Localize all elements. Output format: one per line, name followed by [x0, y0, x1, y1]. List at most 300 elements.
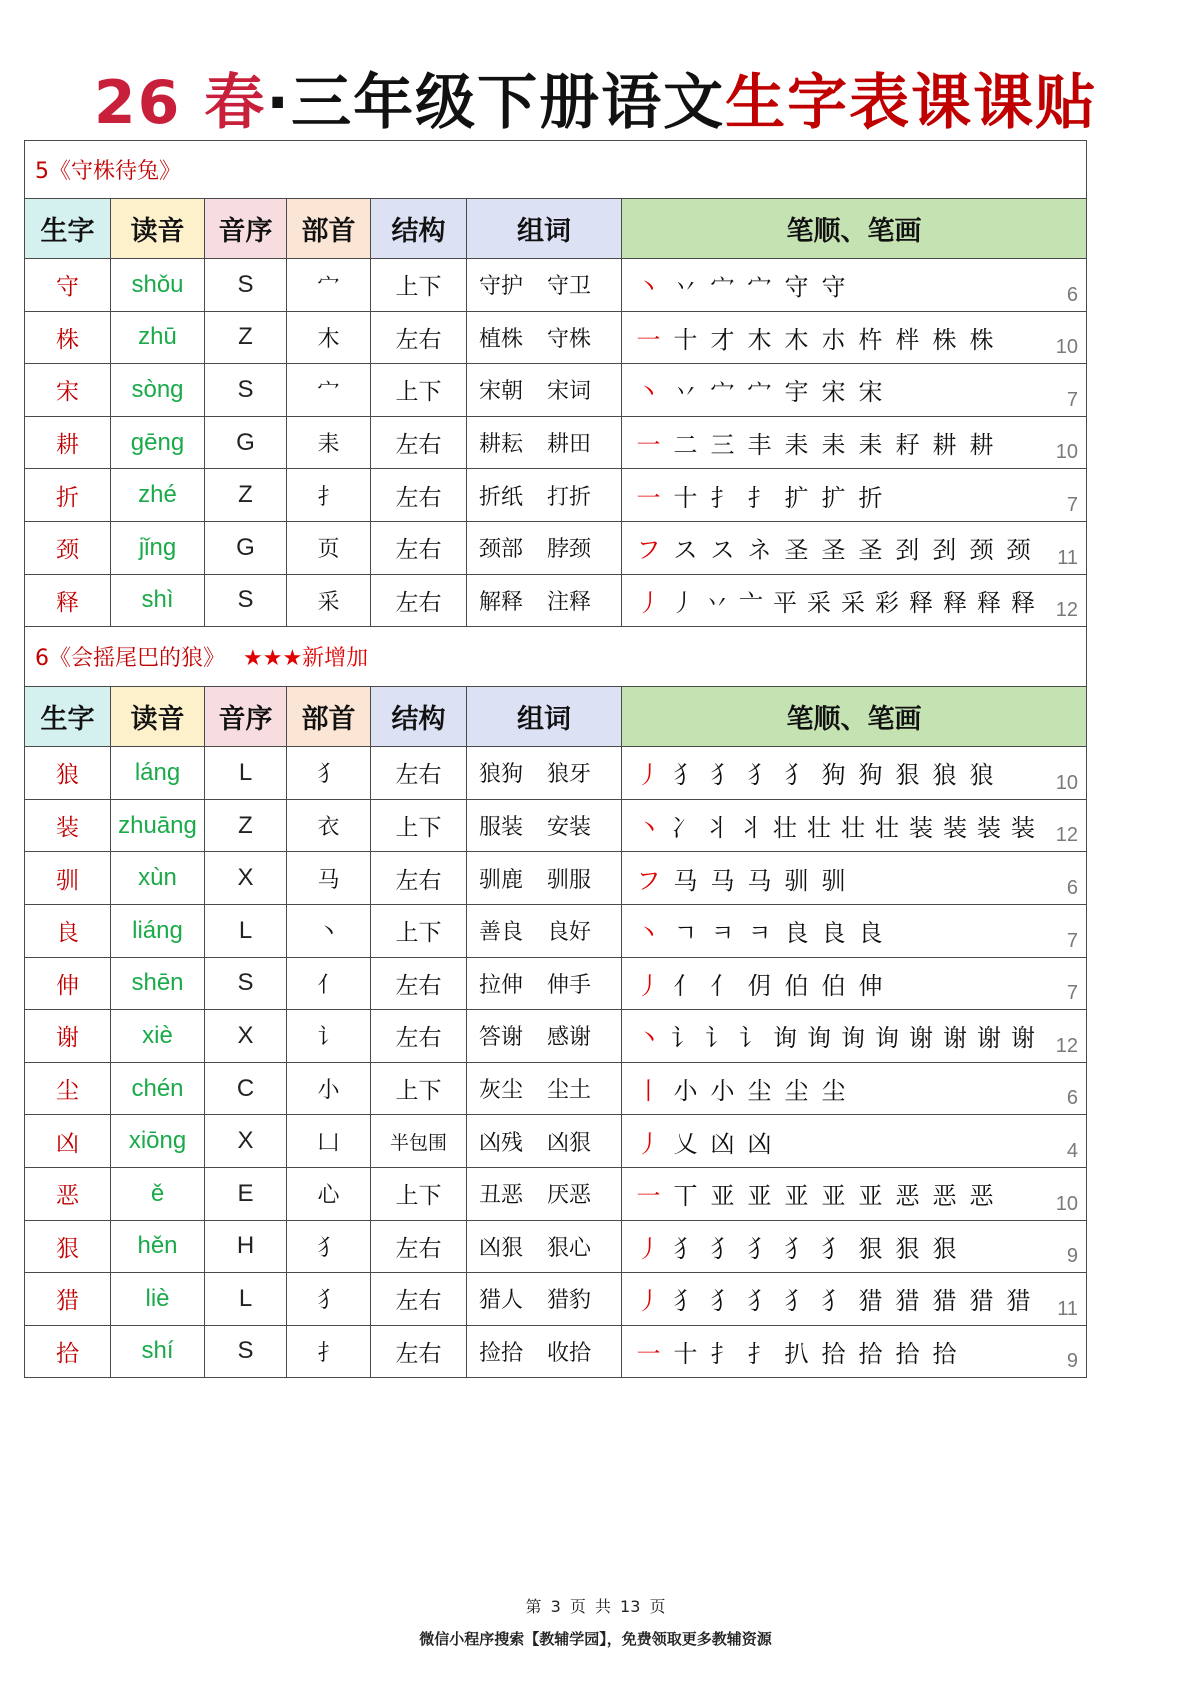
stroke-step: 讠	[671, 1024, 695, 1053]
stroke-step: 释	[943, 588, 967, 617]
stroke-step: 丶	[636, 378, 665, 407]
stroke-step: 宀	[710, 378, 739, 407]
words-cell	[467, 904, 622, 957]
initial-cell: S	[205, 364, 287, 417]
stroke-step: 凶	[747, 1129, 776, 1158]
stroke-step: 守	[821, 273, 850, 302]
stroke-step: 询	[773, 1024, 797, 1053]
lesson-title: 6《会摇尾巴的狼》	[35, 646, 225, 672]
stroke-count: 9	[1066, 1350, 1079, 1373]
radical-cell: 页	[287, 521, 371, 574]
stroke-order-cell	[622, 364, 1087, 417]
stroke-count: 6	[1066, 283, 1079, 306]
stroke-step: 良	[858, 919, 887, 948]
words-cell	[467, 1273, 622, 1326]
word-item: 凶残	[479, 1130, 524, 1156]
stroke-step: 丿	[636, 971, 665, 1000]
table-row	[25, 1010, 1087, 1063]
stroke-step: 良	[821, 919, 850, 948]
stroke-step: 守	[784, 273, 813, 302]
initial-cell: Z	[205, 311, 287, 364]
table-row	[25, 469, 1087, 522]
stroke-step: 一	[636, 1182, 665, 1211]
initial-cell: L	[205, 747, 287, 800]
stroke-step: 犭	[710, 1287, 739, 1316]
stroke-step: 犭	[747, 1287, 776, 1316]
stroke-step: 凶	[710, 1129, 739, 1158]
pinyin-cell: sòng	[111, 364, 205, 417]
stroke-order-cell	[622, 1167, 1087, 1220]
stroke-step: 狠	[895, 1234, 924, 1263]
stroke-order-cell	[622, 1010, 1087, 1063]
stroke-step: 犭	[821, 1234, 850, 1263]
stroke-step: 扌	[747, 483, 776, 512]
initial-cell: H	[205, 1220, 287, 1273]
stroke-step: 狼	[969, 761, 998, 790]
header-structure: 结构	[371, 687, 467, 747]
word-item: 凶狠	[479, 1235, 524, 1261]
stroke-step: 犭	[673, 1287, 702, 1316]
word-item: 驯服	[547, 867, 592, 893]
stroke-order-cell	[622, 259, 1087, 312]
stroke-step: 装	[909, 814, 933, 843]
stroke-order-cell	[622, 1220, 1087, 1273]
stroke-step: ㅋ	[747, 919, 776, 948]
stroke-order-cell	[622, 1062, 1087, 1115]
character-cell: 耕	[25, 416, 111, 469]
initial-cell: G	[205, 416, 287, 469]
stroke-sequence	[632, 1334, 965, 1369]
pinyin-cell: liáng	[111, 904, 205, 957]
radical-cell: 心	[287, 1167, 371, 1220]
stroke-sequence	[632, 425, 1002, 460]
header-strokes: 笔顺、笔画	[622, 199, 1087, 259]
pinyin-cell: gēng	[111, 416, 205, 469]
table-row	[25, 364, 1087, 417]
stroke-step: 小	[673, 1077, 702, 1106]
stroke-step: 丅	[673, 1182, 702, 1211]
header-pinyin: 读音	[111, 687, 205, 747]
stroke-count: 7	[1066, 388, 1079, 411]
word-item: 服装	[479, 815, 524, 841]
stroke-step: 狗	[858, 761, 887, 790]
stroke-step: フ	[636, 866, 665, 895]
stroke-step: 颈	[1006, 536, 1035, 565]
words-cell	[467, 957, 622, 1010]
initial-cell: Z	[205, 469, 287, 522]
stroke-step: 颈	[969, 536, 998, 565]
stroke-step: 讠	[705, 1024, 729, 1053]
structure-cell: 上下	[371, 904, 467, 957]
word-item: 安装	[547, 815, 592, 841]
stroke-order-cell	[622, 904, 1087, 957]
word-item: 拉伸	[479, 972, 524, 998]
footer-promo: 微信小程序搜索【教辅学园】，免费领取更多教辅资源	[419, 1630, 772, 1648]
stroke-step: 朩	[821, 325, 850, 354]
stroke-count: 10	[1055, 441, 1079, 464]
stroke-step: 采	[841, 588, 865, 617]
stroke-step: 恶	[895, 1182, 924, 1211]
character-cell: 装	[25, 799, 111, 852]
stroke-step: 狠	[895, 761, 924, 790]
stroke-count: 11	[1057, 546, 1079, 569]
header-radical: 部首	[287, 687, 371, 747]
table-row	[25, 311, 1087, 364]
structure-cell: 左右	[371, 469, 467, 522]
stroke-step: 狼	[932, 761, 961, 790]
stroke-step: 丶	[636, 919, 665, 948]
initial-cell: S	[205, 1325, 287, 1378]
stroke-step: 圣	[784, 536, 813, 565]
stroke-step: 犭	[784, 761, 813, 790]
table-row	[25, 852, 1087, 905]
stroke-step: 谢	[1011, 1024, 1035, 1053]
stroke-order-cell	[622, 957, 1087, 1010]
stroke-step: 丿	[636, 1287, 665, 1316]
structure-cell: 上下	[371, 364, 467, 417]
radical-cell: 犭	[287, 747, 371, 800]
initial-cell: Z	[205, 799, 287, 852]
stroke-count: 10	[1055, 336, 1079, 359]
stroke-step: 宀	[747, 273, 776, 302]
stroke-sequence	[632, 966, 891, 1001]
words-cell	[467, 1062, 622, 1115]
stroke-step: 亚	[821, 1182, 850, 1211]
word-item: 猎人	[479, 1288, 524, 1314]
initial-cell: S	[205, 574, 287, 627]
header-strokes: 笔顺、笔画	[622, 687, 1087, 747]
table-row	[25, 259, 1087, 312]
stroke-step: 良	[784, 919, 813, 948]
stroke-step: 驯	[821, 866, 850, 895]
stroke-step: 释	[977, 588, 1001, 617]
structure-cell: 左右	[371, 521, 467, 574]
stroke-step: 壮	[841, 814, 865, 843]
character-cell: 驯	[25, 852, 111, 905]
words-cell	[467, 1167, 622, 1220]
stroke-order-cell	[622, 574, 1087, 627]
table-row	[25, 1325, 1087, 1378]
title-subject: 生字表课课贴	[725, 68, 1098, 138]
stroke-sequence	[632, 755, 1002, 790]
stroke-sequence	[632, 808, 1040, 843]
stroke-step: 亻	[673, 971, 702, 1000]
words-cell	[467, 852, 622, 905]
stroke-step: 耕	[969, 431, 998, 460]
table-row	[25, 1062, 1087, 1115]
stroke-step: 拾	[895, 1339, 924, 1368]
stroke-step: 一	[636, 325, 665, 354]
structure-cell: 上下	[371, 799, 467, 852]
stroke-step: 装	[977, 814, 1001, 843]
words-cell	[467, 799, 622, 852]
table-row	[25, 957, 1087, 1010]
table-row	[25, 1220, 1087, 1273]
stroke-step: 犭	[673, 761, 702, 790]
stroke-step: 扌	[710, 1339, 739, 1368]
stroke-step: 伸	[858, 971, 887, 1000]
radical-cell: 犭	[287, 1220, 371, 1273]
stroke-step: 丶	[637, 814, 661, 843]
stroke-step: 十	[673, 325, 702, 354]
stroke-step: 十	[673, 483, 702, 512]
header-words: 组词	[467, 687, 622, 747]
stroke-step: 尘	[747, 1077, 776, 1106]
stroke-step: 株	[969, 325, 998, 354]
pinyin-cell: jǐng	[111, 521, 205, 574]
stroke-step: 乂	[673, 1129, 702, 1158]
character-cell: 猎	[25, 1273, 111, 1326]
stroke-sequence	[632, 1124, 780, 1159]
stroke-step: 猎	[895, 1287, 924, 1316]
character-cell: 狼	[25, 747, 111, 800]
word-item: 伸手	[547, 972, 592, 998]
stroke-step: 伯	[784, 971, 813, 1000]
lesson-title-row	[25, 627, 1087, 687]
stroke-step: 丬	[705, 814, 729, 843]
word-item: 狠心	[547, 1235, 592, 1261]
stroke-step: 十	[673, 1339, 702, 1368]
word-item: 感谢	[547, 1025, 592, 1051]
title-year: 26 春	[93, 68, 267, 138]
word-item: 打折	[547, 484, 592, 510]
radical-cell: 小	[287, 1062, 371, 1115]
structure-cell: 左右	[371, 747, 467, 800]
stroke-step: 壮	[807, 814, 831, 843]
radical-cell: 讠	[287, 1010, 371, 1063]
stroke-step: 亚	[858, 1182, 887, 1211]
initial-cell: X	[205, 852, 287, 905]
stroke-step: 丿	[636, 1234, 665, 1263]
stroke-step: 杵	[858, 325, 887, 354]
stroke-step: 马	[673, 866, 702, 895]
structure-cell: 上下	[371, 259, 467, 312]
stroke-step: 亻	[710, 971, 739, 1000]
stroke-step: 木	[784, 325, 813, 354]
radical-cell: 耒	[287, 416, 371, 469]
words-cell	[467, 1220, 622, 1273]
stroke-sequence	[632, 913, 891, 948]
stroke-order-cell	[622, 747, 1087, 800]
stroke-step: 一	[636, 1339, 665, 1368]
stroke-step: 折	[858, 483, 887, 512]
structure-cell: 左右	[371, 574, 467, 627]
words-cell	[467, 259, 622, 312]
stroke-step: 丿	[636, 1129, 665, 1158]
stroke-count: 12	[1055, 1034, 1079, 1057]
stroke-step: 丷	[673, 273, 702, 302]
stroke-step: 猎	[932, 1287, 961, 1316]
word-item: 宋朝	[479, 379, 524, 405]
stroke-count: 6	[1066, 876, 1079, 899]
stroke-step: 伯	[821, 971, 850, 1000]
stroke-step: ㅋ	[710, 919, 739, 948]
table-row	[25, 574, 1087, 627]
stroke-step: 狠	[932, 1234, 961, 1263]
table-row	[25, 416, 1087, 469]
initial-cell: S	[205, 957, 287, 1010]
stroke-step: 马	[747, 866, 776, 895]
table-header-row	[25, 199, 1087, 259]
structure-cell: 左右	[371, 852, 467, 905]
word-item: 捡拾	[479, 1340, 524, 1366]
stroke-step: 装	[1011, 814, 1035, 843]
word-item: 猎豹	[547, 1288, 592, 1314]
stroke-step: 冫	[671, 814, 695, 843]
stroke-step: 圣	[821, 536, 850, 565]
stroke-step: 拾	[858, 1339, 887, 1368]
stroke-order-cell	[622, 1115, 1087, 1168]
structure-cell: 半包围	[371, 1115, 467, 1168]
word-item: 耕田	[547, 432, 592, 458]
stroke-step: 丷	[705, 588, 729, 617]
character-cell: 守	[25, 259, 111, 312]
pinyin-cell: shí	[111, 1325, 205, 1378]
character-cell: 颈	[25, 521, 111, 574]
stroke-step: 亚	[710, 1182, 739, 1211]
stroke-step: 犭	[821, 1287, 850, 1316]
initial-cell: X	[205, 1115, 287, 1168]
stroke-step: 猎	[858, 1287, 887, 1316]
word-item: 耕耘	[479, 432, 524, 458]
stroke-step: 耒	[858, 431, 887, 460]
stroke-order-cell	[622, 852, 1087, 905]
word-item: 守株	[547, 326, 592, 352]
pinyin-cell: zhé	[111, 469, 205, 522]
word-item: 灰尘	[479, 1078, 524, 1104]
stroke-sequence	[632, 478, 891, 513]
stroke-step: 驯	[784, 866, 813, 895]
stroke-order-cell	[622, 1273, 1087, 1326]
word-item: 折纸	[479, 484, 524, 510]
character-cell: 凶	[25, 1115, 111, 1168]
lesson-title: 5《守株待兔》	[35, 159, 181, 184]
word-item: 守护	[479, 274, 524, 300]
pinyin-cell: láng	[111, 747, 205, 800]
structure-cell: 左右	[371, 416, 467, 469]
stroke-count: 12	[1055, 599, 1079, 622]
stroke-step: 一	[636, 483, 665, 512]
words-cell	[467, 521, 622, 574]
stroke-step: 犭	[784, 1287, 813, 1316]
word-item: 善良	[479, 920, 524, 946]
stroke-step: 拾	[932, 1339, 961, 1368]
stroke-step: 宀	[710, 273, 739, 302]
stroke-step: 恶	[969, 1182, 998, 1211]
stroke-sequence	[632, 530, 1039, 565]
stroke-step: 扒	[784, 1339, 813, 1368]
stroke-count: 7	[1066, 493, 1079, 516]
stroke-step: ス	[710, 536, 739, 565]
stroke-step: 木	[747, 325, 776, 354]
structure-cell: 左右	[371, 311, 467, 364]
character-cell: 伸	[25, 957, 111, 1010]
stroke-step: 犭	[710, 761, 739, 790]
initial-cell: C	[205, 1062, 287, 1115]
radical-cell: 采	[287, 574, 371, 627]
stroke-step: 扌	[747, 1339, 776, 1368]
stroke-step: 亚	[784, 1182, 813, 1211]
radical-cell: 犭	[287, 1273, 371, 1326]
radical-cell: 亻	[287, 957, 371, 1010]
stroke-count: 11	[1057, 1297, 1079, 1320]
stroke-step: 恶	[932, 1182, 961, 1211]
stroke-step: 平	[773, 588, 797, 617]
stroke-step: 仴	[747, 971, 776, 1000]
stroke-step: 一	[636, 431, 665, 460]
stroke-step: 亚	[747, 1182, 776, 1211]
word-item: 解释	[479, 589, 524, 615]
word-item: 狼牙	[547, 762, 592, 788]
character-cell: 狠	[25, 1220, 111, 1273]
stroke-step: 丨	[636, 1077, 665, 1106]
stroke-step: 释	[909, 588, 933, 617]
stroke-step: 询	[875, 1024, 899, 1053]
stroke-step: 询	[807, 1024, 831, 1053]
stroke-step: 丷	[673, 378, 702, 407]
radical-cell: 木	[287, 311, 371, 364]
stroke-step: 宋	[858, 378, 887, 407]
stroke-step: 耒	[821, 431, 850, 460]
structure-cell: 左右	[371, 1220, 467, 1273]
stroke-count: 10	[1055, 1192, 1079, 1215]
stroke-step: 宇	[784, 378, 813, 407]
word-item: 尘土	[547, 1078, 592, 1104]
stroke-count: 10	[1055, 771, 1079, 794]
page-number: 第 3 页 共 13 页	[525, 1597, 666, 1616]
word-item: 厌恶	[547, 1183, 592, 1209]
stroke-order-cell	[622, 469, 1087, 522]
stroke-step: 拾	[821, 1339, 850, 1368]
stroke-step: 扩	[821, 483, 850, 512]
initial-cell: L	[205, 904, 287, 957]
words-cell	[467, 1325, 622, 1378]
stroke-step: 犭	[747, 1234, 776, 1263]
character-cell: 折	[25, 469, 111, 522]
stroke-step: 扌	[710, 483, 739, 512]
stroke-step: 扩	[784, 483, 813, 512]
structure-cell: 左右	[371, 1273, 467, 1326]
stroke-step: ㄱ	[673, 919, 702, 948]
stroke-count: 7	[1066, 929, 1079, 952]
radical-cell: 宀	[287, 364, 371, 417]
pinyin-cell: shì	[111, 574, 205, 627]
stroke-step: ネ	[747, 536, 776, 565]
structure-cell: 左右	[371, 1325, 467, 1378]
pinyin-cell: zhū	[111, 311, 205, 364]
page-title	[0, 58, 1191, 148]
stroke-sequence	[632, 372, 891, 407]
character-cell: 尘	[25, 1062, 111, 1115]
header-words: 组词	[467, 199, 622, 259]
radical-cell: 丶	[287, 904, 371, 957]
stroke-step: 宀	[747, 378, 776, 407]
stroke-step: 犭	[747, 761, 776, 790]
header-pinyin: 读音	[111, 199, 205, 259]
pinyin-cell: shǒu	[111, 259, 205, 312]
stroke-step: 柈	[895, 325, 924, 354]
stroke-count: 12	[1055, 824, 1079, 847]
table-row	[25, 1273, 1087, 1326]
stroke-step: 彩	[875, 588, 899, 617]
new-addition-badge: ★★★新增加	[243, 646, 369, 672]
stroke-step: 释	[1011, 588, 1035, 617]
words-cell	[467, 1010, 622, 1063]
word-item: 丑恶	[479, 1183, 524, 1209]
radical-cell: 宀	[287, 259, 371, 312]
stroke-sequence	[632, 1281, 1039, 1316]
character-cell: 宋	[25, 364, 111, 417]
